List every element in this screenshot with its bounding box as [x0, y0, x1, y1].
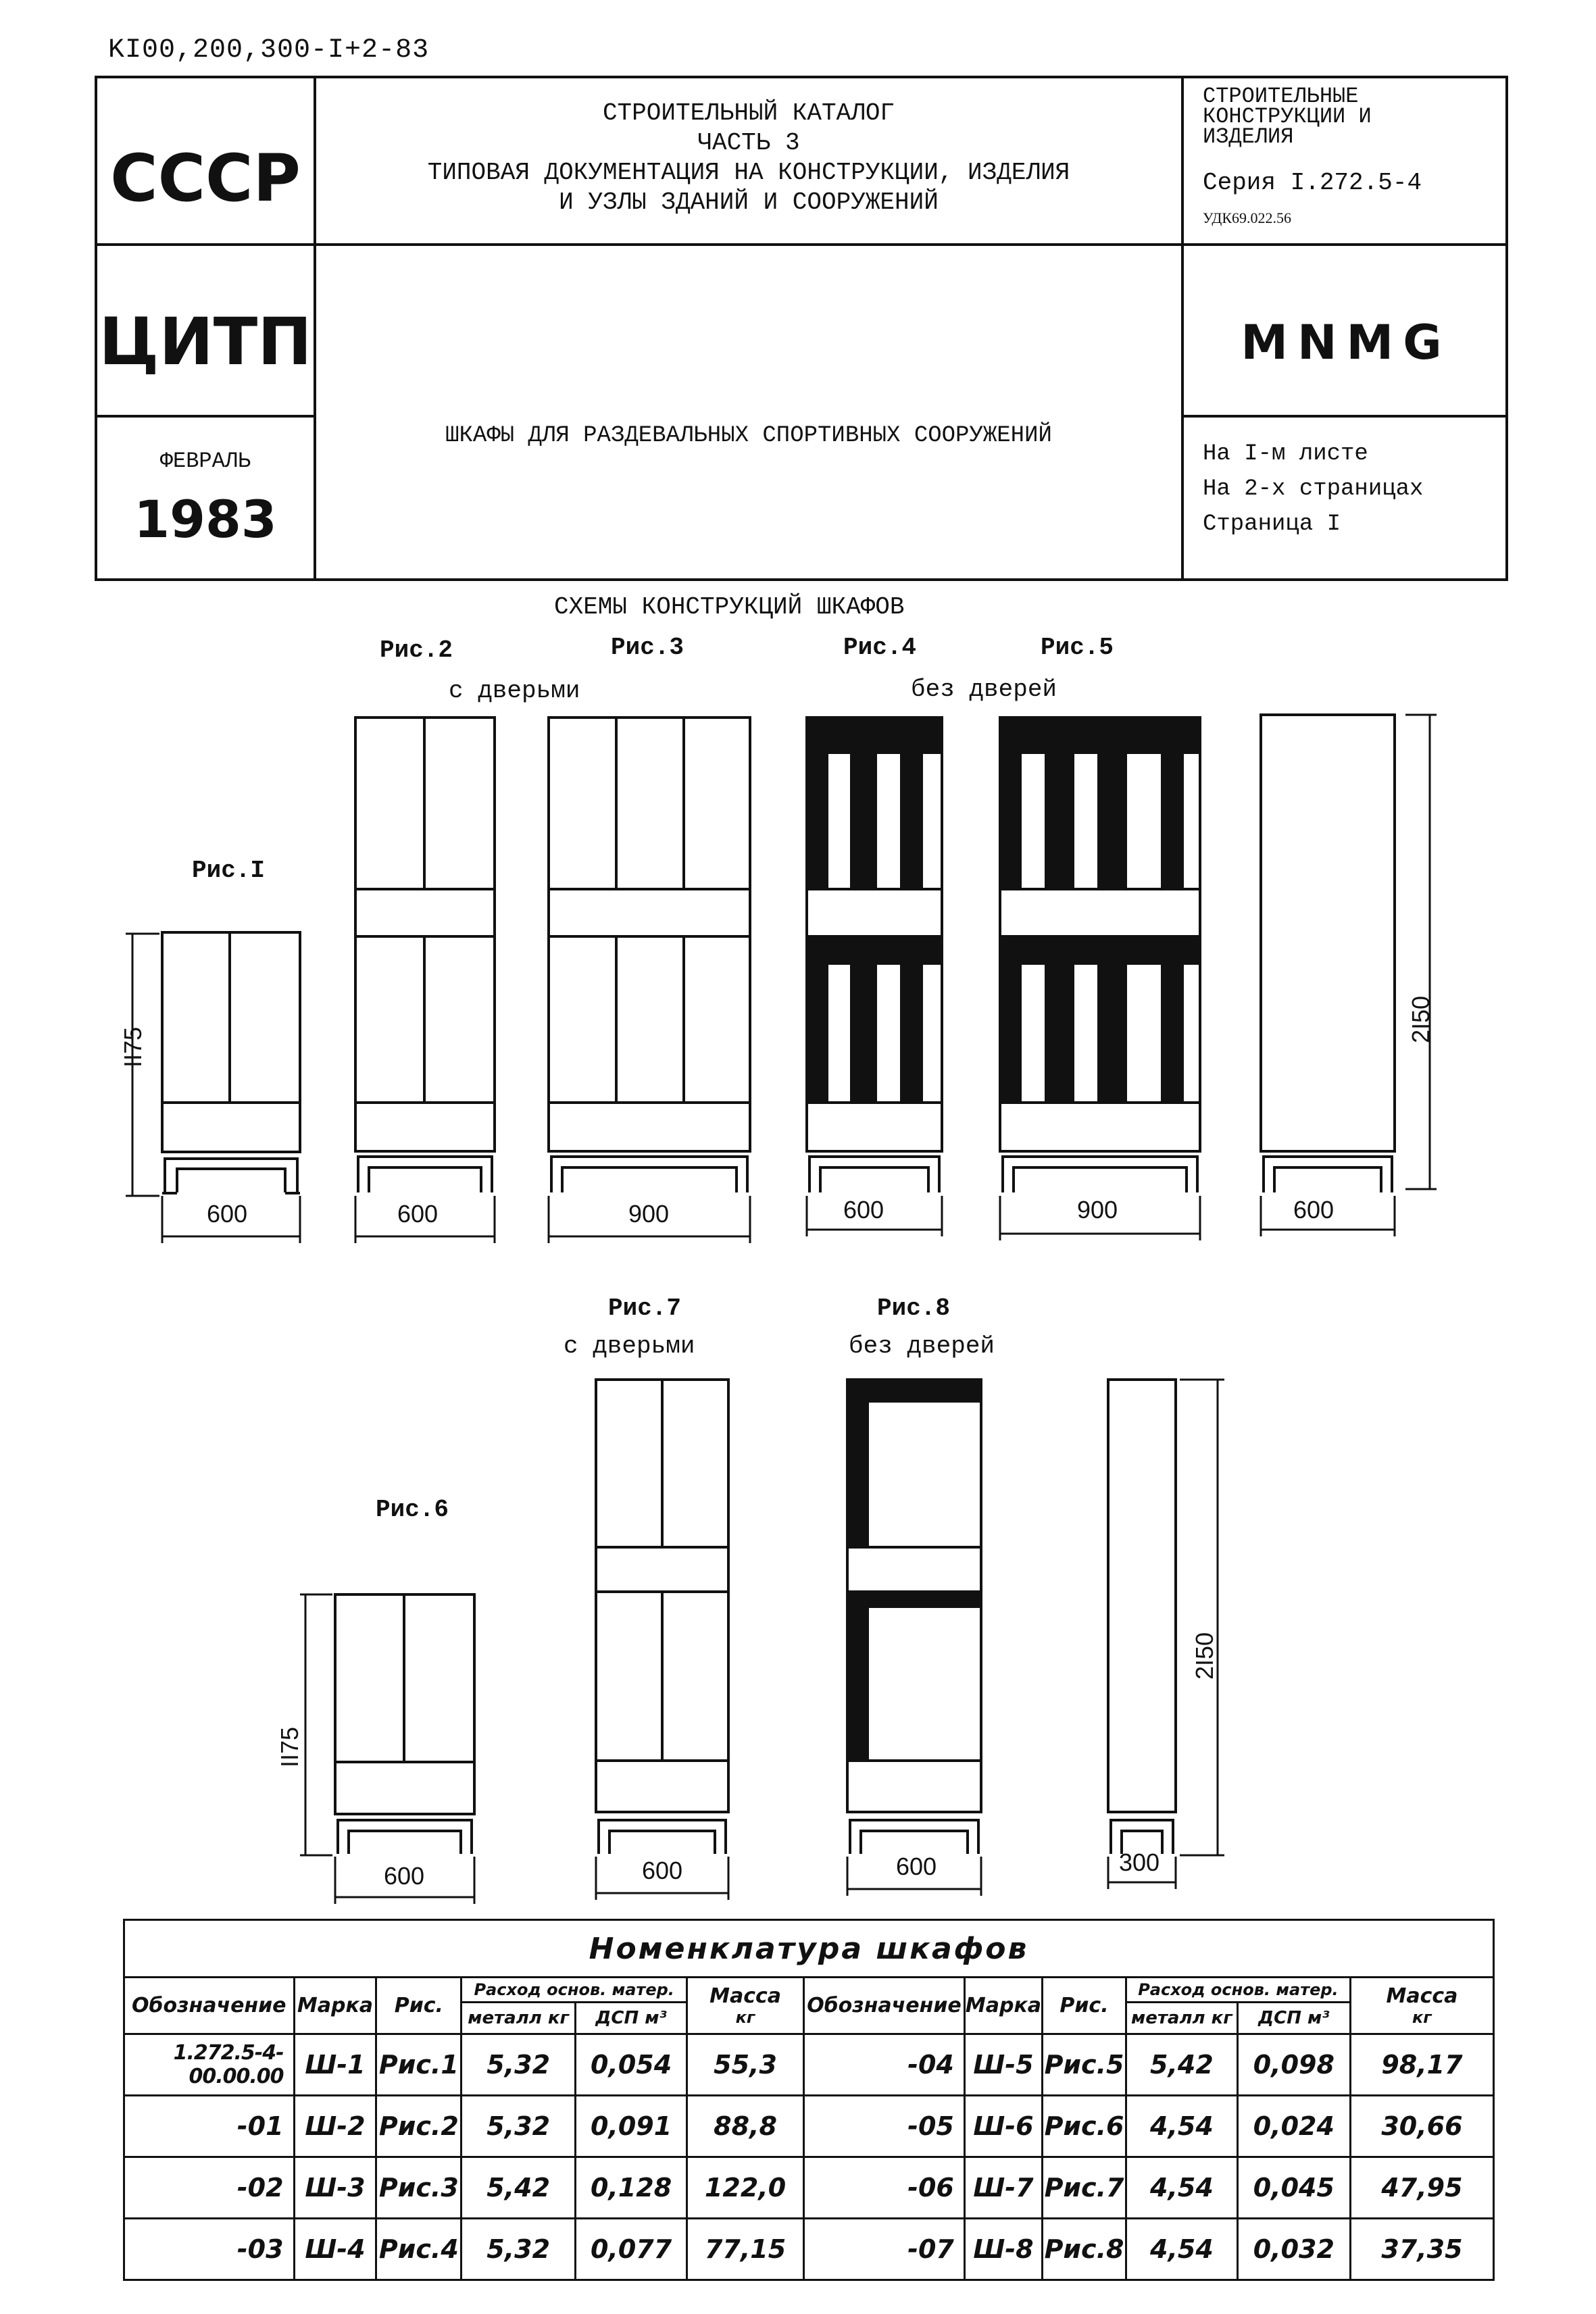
- without-doors-label-2: без дверей: [849, 1332, 995, 1360]
- width-dimension-lines: [162, 1196, 1395, 1904]
- col-designation-2: Обозначение: [804, 1978, 965, 2034]
- org-label: ЦИТП: [99, 304, 312, 380]
- document-code: KI00,200,300-I+2-83: [108, 35, 430, 66]
- year-label: 1983: [134, 489, 277, 549]
- section-title: СТРОИТЕЛЬНЫЕ КОНСТРУКЦИИ И ИЗДЕЛИЯ: [1203, 84, 1372, 149]
- cabinet-fig1: [162, 932, 300, 1193]
- fig8-label: Рис.8: [877, 1294, 951, 1322]
- width-dim-fig3: 900: [628, 1200, 670, 1228]
- height-dim-2150: 2I50: [1407, 995, 1435, 1043]
- width-dim-fig5: 900: [1077, 1196, 1118, 1224]
- table-header-row: [124, 1978, 1494, 2003]
- col-fig-2: Рис.: [1043, 1978, 1126, 2034]
- cabinet-side-view-1: [1261, 715, 1395, 1192]
- col-mark: Марка: [294, 1978, 376, 2034]
- height-dim-1175: II75: [119, 1026, 147, 1067]
- udk-label: УДК69.022.56: [1203, 209, 1292, 226]
- col-fig: Рис.: [376, 1978, 462, 2034]
- series-label: Серия I.272.5-4: [1203, 169, 1422, 197]
- without-doors-label: без дверей: [911, 676, 1057, 703]
- col-material-2: Расход основ. матер.: [1126, 1978, 1350, 2003]
- width-dim-fig2: 600: [397, 1200, 439, 1228]
- fig7-label: Рис.7: [608, 1294, 682, 1322]
- width-dim-fig8: 600: [896, 1853, 937, 1880]
- fig1-label: Рис.I: [192, 857, 266, 884]
- cabinet-fig8: [847, 1380, 981, 1854]
- sheet-info: На I-м листе На 2-х страницах Страница I: [1203, 441, 1424, 537]
- code-mark: MNMG: [1241, 315, 1451, 370]
- height-dim-2150-b: 2I50: [1191, 1632, 1218, 1680]
- nomenclature-title: Номенклатура шкафов: [124, 1920, 1494, 1978]
- cabinet-fig4: [807, 718, 942, 1192]
- col-dsp: ДСП м³: [576, 2003, 687, 2034]
- col-metal-2: металл кг: [1126, 2003, 1237, 2034]
- cabinet-fig2: [355, 718, 495, 1192]
- col-mass-2: Масса кг: [1350, 1978, 1493, 2034]
- width-dim-fig1: 600: [207, 1200, 248, 1228]
- cabinet-side-view-2: [1108, 1380, 1176, 1854]
- col-metal: металл кг: [462, 2003, 576, 2034]
- col-mass: Масса кг: [687, 1978, 804, 2034]
- fig6-label: Рис.6: [376, 1496, 449, 1524]
- width-dim-side: 600: [1293, 1196, 1335, 1224]
- catalog-title: СТРОИТЕЛЬНЫЙ КАТАЛОГ ЧАСТЬ 3 ТИПОВАЯ ДОКУМЕНТАЦИЯ НА КОНСТРУКЦИИ, ИЗДЕЛИЯ И УЗЛЫ ЗДАНИЙ И СООРУЖЕНИЙ: [427, 99, 1070, 216]
- table-row: 1.272.5-4-00.00.00 Ш-1 Рис.1 5,32 0,054 55,3 -04 Ш-5 Рис.5 5,42 0,098 98,17: [124, 2034, 1494, 2096]
- width-dim-fig6: 600: [384, 1862, 425, 1890]
- with-doors-label-2: с дверьми: [564, 1332, 695, 1360]
- with-doors-label: с дверьми: [449, 677, 580, 705]
- document-title: ШКАФЫ ДЛЯ РАЗДЕВАЛЬНЫХ СПОРТИВНЫХ СООРУЖЕНИЙ: [445, 423, 1052, 449]
- cabinet-fig7: [596, 1380, 728, 1854]
- table-row: -01 Ш-2 Рис.2 5,32 0,091 88,8 -05 Ш-6 Рис.6 4,54 0,024 30,66: [124, 2096, 1494, 2157]
- table-row: -03 Ш-4 Рис.4 5,32 0,077 77,15 -07 Ш-8 Рис.8 4,54 0,032 37,35: [124, 2219, 1494, 2280]
- width-dim-fig7: 600: [642, 1857, 683, 1884]
- col-dsp-2: ДСП м³: [1237, 2003, 1350, 2034]
- month-label: ФЕВРАЛЬ: [159, 449, 251, 474]
- col-designation: Обозначение: [124, 1978, 295, 2034]
- fig2-label: Рис.2: [380, 636, 453, 664]
- cabinet-fig6: [335, 1594, 474, 1854]
- fig4-label: Рис.4: [843, 634, 917, 661]
- fig3-label: Рис.3: [611, 634, 684, 661]
- cabinet-fig5: [1000, 718, 1200, 1192]
- height-dim-1175-b: II75: [276, 1726, 303, 1767]
- col-material: Расход основ. матер.: [462, 1978, 687, 2003]
- fig5-label: Рис.5: [1041, 634, 1114, 661]
- col-mark-2: Марка: [964, 1978, 1042, 2034]
- width-dim-fig4: 600: [843, 1196, 884, 1224]
- nomenclature-table: [123, 1919, 1495, 2281]
- country-label: СССР: [110, 141, 301, 216]
- cabinet-fig3: [549, 718, 750, 1192]
- schemes-title: СХЕМЫ КОНСТРУКЦИЙ ШКАФОВ: [554, 593, 905, 621]
- table-row: -02 Ш-3 Рис.3 5,42 0,128 122,0 -06 Ш-7 Рис.7 4,54 0,045 47,95: [124, 2157, 1494, 2219]
- width-dim-side-2: 300: [1119, 1848, 1160, 1876]
